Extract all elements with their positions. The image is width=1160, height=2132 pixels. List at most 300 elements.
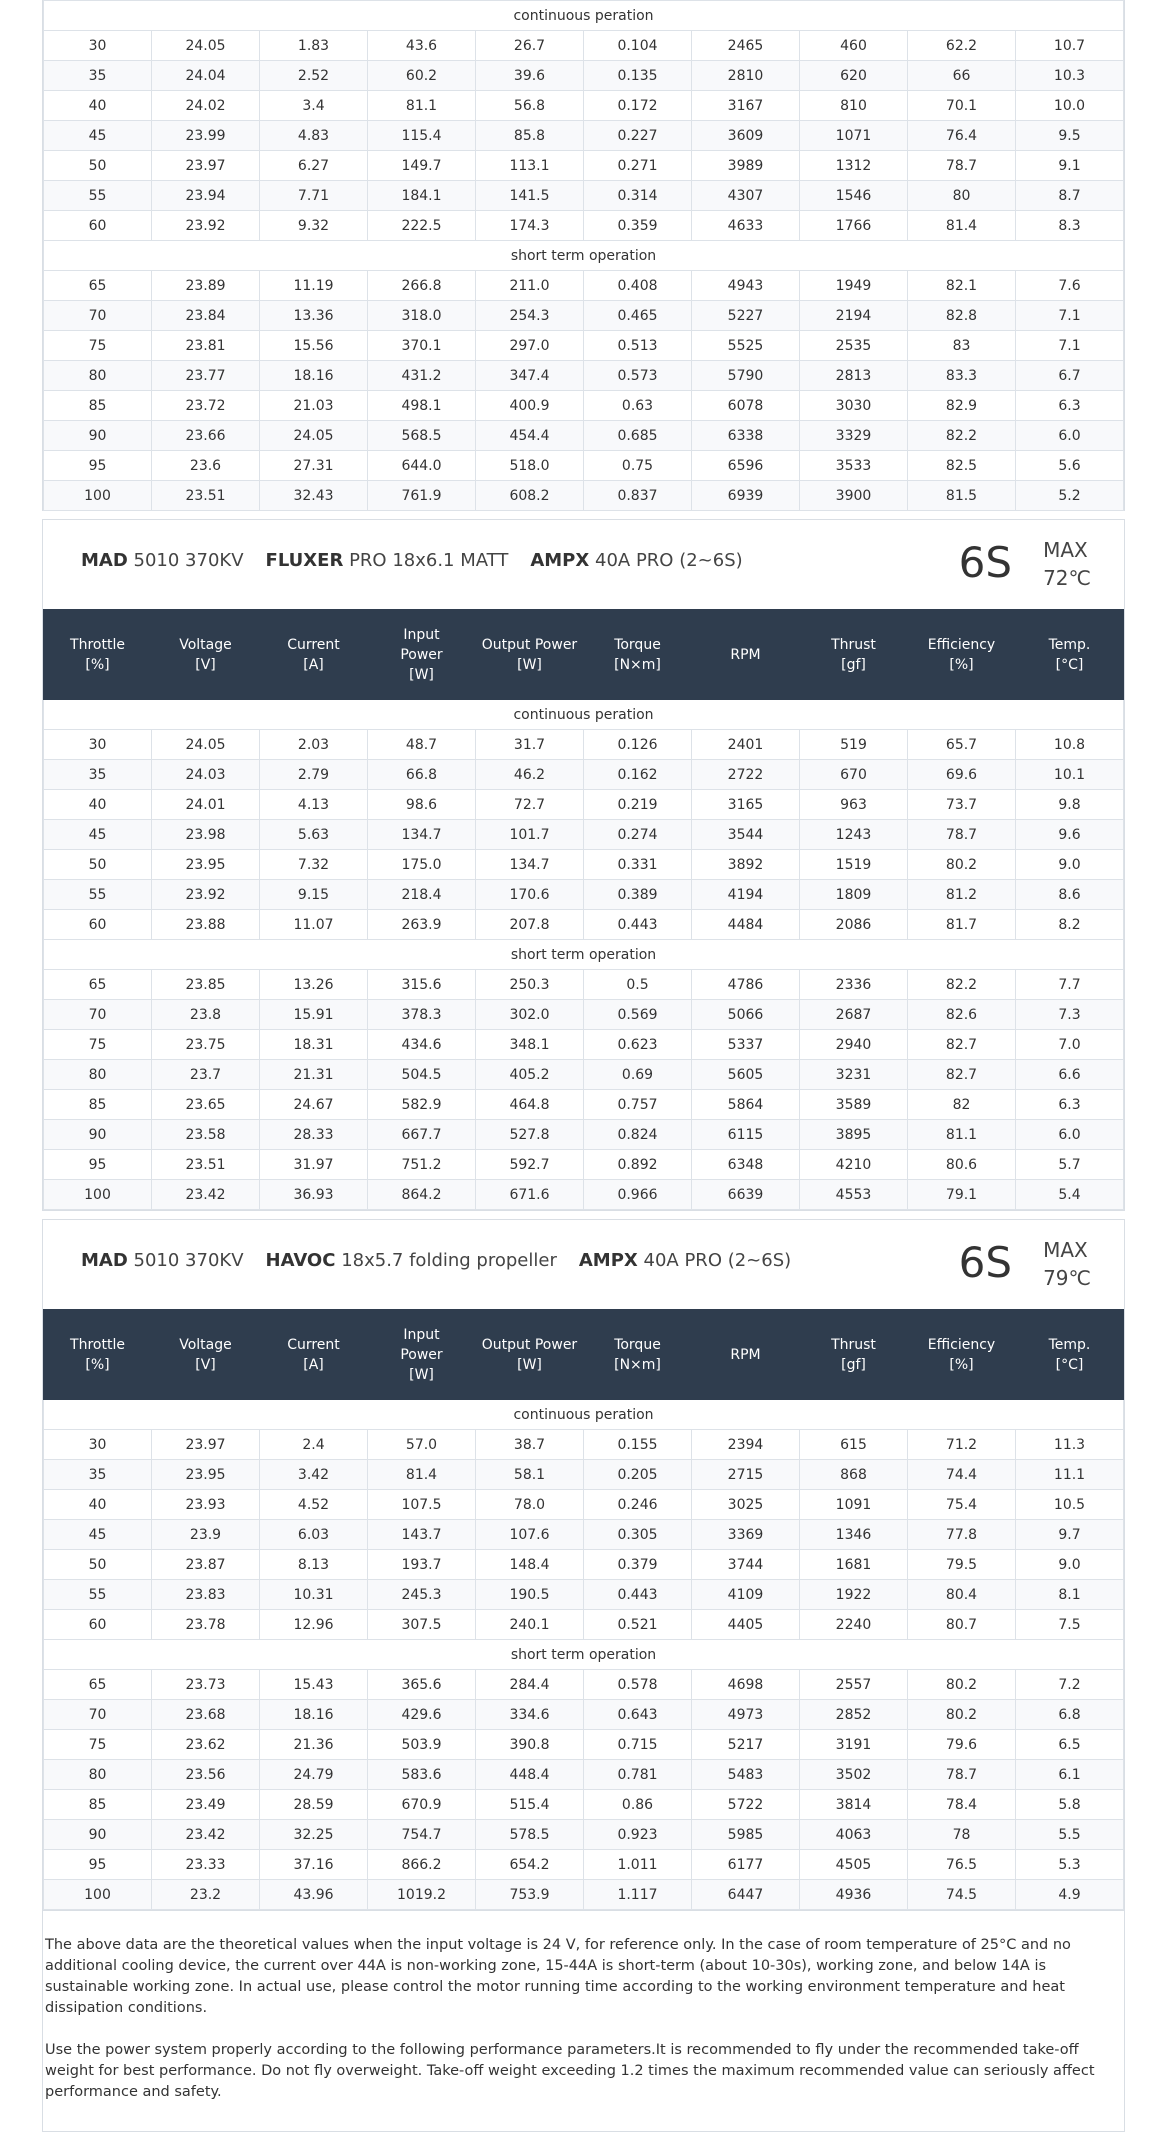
table-cell: 23.95 (152, 1460, 260, 1490)
table-cell: 35 (44, 760, 152, 790)
table-cell: 28.33 (260, 1120, 368, 1150)
table-cell: 115.4 (368, 121, 476, 151)
table-cell: 9.8 (1016, 790, 1124, 820)
table-cell: 5483 (692, 1760, 800, 1790)
section-row (44, 700, 1124, 730)
table-cell: 0.513 (584, 331, 692, 361)
table-cell: 0.643 (584, 1700, 692, 1730)
table-cell: 5227 (692, 301, 800, 331)
table-cell: 1949 (800, 271, 908, 301)
table-cell: 24.05 (260, 421, 368, 451)
table-cell: 80 (908, 181, 1016, 211)
table-cell: 40 (44, 790, 152, 820)
table-row (44, 1730, 1124, 1760)
table-cell: 504.5 (368, 1060, 476, 1090)
table-cell: 7.0 (1016, 1030, 1124, 1060)
table-cell: 23.77 (152, 361, 260, 391)
table-cell: 2086 (800, 910, 908, 940)
table-cell: 23.8 (152, 1000, 260, 1030)
table-cell: 9.15 (260, 880, 368, 910)
note-paragraph: Use the power system properly according to the following performance parameters.It is recommended to fly under the recommended take-off weight for best performance. Do not fly overweight. Take-off weight exceeding 1.2 times the maximum recommended value can seriously affect performance and safety. (45, 2042, 1095, 2100)
table-cell: 263.9 (368, 910, 476, 940)
table-row (44, 910, 1124, 940)
column-header: RPM (692, 610, 800, 700)
table-cell: 370.1 (368, 331, 476, 361)
table-cell: 95 (44, 1850, 152, 1880)
table-cell: 754.7 (368, 1820, 476, 1850)
table-cell: 27.31 (260, 451, 368, 481)
table-cell: 95 (44, 1150, 152, 1180)
table-cell: 5.8 (1016, 1790, 1124, 1820)
table-cell: 6348 (692, 1150, 800, 1180)
table-row (44, 211, 1124, 241)
table-cell: 28.59 (260, 1790, 368, 1820)
table-cell: 0.219 (584, 790, 692, 820)
motor-model: 5010 370KV (133, 1250, 244, 1271)
table-cell: 23.97 (152, 151, 260, 181)
table-cell: 2715 (692, 1460, 800, 1490)
cell-count: 6S (958, 538, 1012, 587)
table-cell: 46.2 (476, 760, 584, 790)
table-cell: 6.1 (1016, 1760, 1124, 1790)
table-cell: 82.7 (908, 1060, 1016, 1090)
table-cell: 810 (800, 91, 908, 121)
table-cell: 4063 (800, 1820, 908, 1850)
table-cell: 24.01 (152, 790, 260, 820)
table-cell: 519 (800, 730, 908, 760)
table-cell: 80.6 (908, 1150, 1016, 1180)
table-cell: 0.573 (584, 361, 692, 391)
table-cell: 73.7 (908, 790, 1016, 820)
table-cell: 4307 (692, 181, 800, 211)
table-cell: 58.1 (476, 1460, 584, 1490)
table-cell: 23.98 (152, 820, 260, 850)
section-row (44, 241, 1124, 271)
table-row (44, 1610, 1124, 1640)
table-cell: 3989 (692, 151, 800, 181)
table-cell: 0.389 (584, 880, 692, 910)
table-cell: 82.9 (908, 391, 1016, 421)
table-cell: 78.0 (476, 1490, 584, 1520)
table-cell: 5337 (692, 1030, 800, 1060)
data-table-3 (43, 1309, 1124, 1910)
table-row (44, 1180, 1124, 1210)
table-cell: 90 (44, 421, 152, 451)
table-cell: 4633 (692, 211, 800, 241)
table-cell: 2535 (800, 331, 908, 361)
table-cell: 113.1 (476, 151, 584, 181)
section-label: continuous peration (44, 1, 1124, 31)
table-cell: 5.6 (1016, 451, 1124, 481)
table-cell: 4210 (800, 1150, 908, 1180)
column-header: Efficiency [%] (908, 1310, 1016, 1400)
section-row (44, 1, 1124, 31)
table-cell: 23.95 (152, 850, 260, 880)
table-cell: 4109 (692, 1580, 800, 1610)
table-cell: 78.4 (908, 1790, 1016, 1820)
table-cell: 60.2 (368, 61, 476, 91)
table-cell: 8.7 (1016, 181, 1124, 211)
table-cell: 80.2 (908, 1670, 1016, 1700)
table-header-row (44, 610, 1124, 700)
table-cell: 3589 (800, 1090, 908, 1120)
table-row (44, 1120, 1124, 1150)
table-cell: 2687 (800, 1000, 908, 1030)
table-cell: 78.7 (908, 820, 1016, 850)
section-label: short term operation (44, 940, 1124, 970)
table-cell: 9.32 (260, 211, 368, 241)
table-cell: 76.5 (908, 1850, 1016, 1880)
table-cell: 2940 (800, 1030, 908, 1060)
table-cell: 69.6 (908, 760, 1016, 790)
table-cell: 7.6 (1016, 271, 1124, 301)
column-header: Torque [N×m] (584, 610, 692, 700)
table-cell: 250.3 (476, 970, 584, 1000)
table-row (44, 481, 1124, 511)
table-cell: 0.155 (584, 1430, 692, 1460)
table-cell: 66.8 (368, 760, 476, 790)
table-cell: 615 (800, 1430, 908, 1460)
table-cell: 18.16 (260, 361, 368, 391)
table-cell: 515.4 (476, 1790, 584, 1820)
table-cell: 9.6 (1016, 820, 1124, 850)
table-row (44, 1000, 1124, 1030)
table-cell: 866.2 (368, 1850, 476, 1880)
table-cell: 6.5 (1016, 1730, 1124, 1760)
table-row (44, 1820, 1124, 1850)
table-cell: 284.4 (476, 1670, 584, 1700)
table-cell: 1243 (800, 820, 908, 850)
table-cell: 80.2 (908, 850, 1016, 880)
table-row (44, 361, 1124, 391)
table-cell: 83.3 (908, 361, 1016, 391)
table-cell: 90 (44, 1820, 152, 1850)
table-cell: 3165 (692, 790, 800, 820)
table-cell: 55 (44, 880, 152, 910)
table-cell: 78.7 (908, 1760, 1016, 1790)
table-cell: 644.0 (368, 451, 476, 481)
table-cell: 81.5 (908, 481, 1016, 511)
column-header: Temp. [°C] (1016, 610, 1124, 700)
note-paragraph: The above data are the theoretical values when the input voltage is 24 V, for reference only. In the case of room temperature of 25°C and no additional cooling device, the current over 44A is non-working zone, 15-44A is short-term (about 10-30s), working zone, and below 14A is sustainable working zone. In actual use, please control the motor running time according to the working environment temperature and heat dissipation conditions. (45, 1937, 1071, 2016)
table-cell: 1922 (800, 1580, 908, 1610)
column-header: Current [A] (260, 1310, 368, 1400)
table-cell: 583.6 (368, 1760, 476, 1790)
table-cell: 23.93 (152, 1490, 260, 1520)
table-cell: 23.58 (152, 1120, 260, 1150)
table-row (44, 271, 1124, 301)
section-row (44, 1400, 1124, 1430)
max-label: MAX (1043, 1238, 1088, 1262)
table-cell: 5.63 (260, 820, 368, 850)
esc-brand: AMPX (578, 1250, 638, 1271)
table-cell: 23.56 (152, 1760, 260, 1790)
table-cell: 4505 (800, 1850, 908, 1880)
max-temp-value: 79℃ (1043, 1266, 1091, 1290)
spec-line (81, 550, 743, 571)
table-cell: 6.0 (1016, 421, 1124, 451)
table-cell: 82 (908, 1090, 1016, 1120)
table-cell: 48.7 (368, 730, 476, 760)
performance-table-3 (42, 1219, 1125, 1911)
table-cell: 4553 (800, 1180, 908, 1210)
table-cell: 10.5 (1016, 1490, 1124, 1520)
table-cell: 0.63 (584, 391, 692, 421)
table-cell: 0.5 (584, 970, 692, 1000)
table-cell: 23.62 (152, 1730, 260, 1760)
table-cell: 8.2 (1016, 910, 1124, 940)
table-cell: 4943 (692, 271, 800, 301)
table-cell: 3.42 (260, 1460, 368, 1490)
table-cell: 35 (44, 61, 152, 91)
table-cell: 8.13 (260, 1550, 368, 1580)
table-cell: 95 (44, 451, 152, 481)
table-cell: 3900 (800, 481, 908, 511)
table-cell: 82.8 (908, 301, 1016, 331)
table-cell: 23.73 (152, 1670, 260, 1700)
table-cell: 75 (44, 331, 152, 361)
table-cell: 56.8 (476, 91, 584, 121)
table-cell: 3329 (800, 421, 908, 451)
table-row (44, 790, 1124, 820)
section-row (44, 940, 1124, 970)
table-cell: 405.2 (476, 1060, 584, 1090)
table-cell: 0.757 (584, 1090, 692, 1120)
table-cell: 11.19 (260, 271, 368, 301)
table-cell: 184.1 (368, 181, 476, 211)
table-cell: 72.7 (476, 790, 584, 820)
table-cell: 3814 (800, 1790, 908, 1820)
prop-model: PRO 18x6.1 MATT (349, 550, 509, 571)
table-cell: 0.305 (584, 1520, 692, 1550)
table-cell: 24.79 (260, 1760, 368, 1790)
table-cell: 0.443 (584, 1580, 692, 1610)
table-cell: 3502 (800, 1760, 908, 1790)
table-cell: 1546 (800, 181, 908, 211)
table-cell: 431.2 (368, 361, 476, 391)
table-cell: 753.9 (476, 1880, 584, 1910)
table-cell: 82.1 (908, 271, 1016, 301)
table-cell: 5.3 (1016, 1850, 1124, 1880)
table-cell: 9.0 (1016, 1550, 1124, 1580)
table-cell: 0.521 (584, 1610, 692, 1640)
table-cell: 5.4 (1016, 1180, 1124, 1210)
table-cell: 0.966 (584, 1180, 692, 1210)
table-cell: 82.5 (908, 451, 1016, 481)
table-cell: 3533 (800, 451, 908, 481)
table-cell: 7.1 (1016, 331, 1124, 361)
table-cell: 1091 (800, 1490, 908, 1520)
table-cell: 30 (44, 730, 152, 760)
table-cell: 7.2 (1016, 1670, 1124, 1700)
table-cell: 211.0 (476, 271, 584, 301)
table-cell: 23.51 (152, 1150, 260, 1180)
table-cell: 23.84 (152, 301, 260, 331)
table-cell: 6078 (692, 391, 800, 421)
table-cell: 85 (44, 1090, 152, 1120)
table-cell: 45 (44, 121, 152, 151)
table-cell: 761.9 (368, 481, 476, 511)
table-cell: 81.7 (908, 910, 1016, 940)
table-cell: 107.6 (476, 1520, 584, 1550)
table-cell: 13.36 (260, 301, 368, 331)
table-cell: 65.7 (908, 730, 1016, 760)
page-content (42, 0, 1125, 2132)
table-cell: 60 (44, 910, 152, 940)
table-cell: 2.4 (260, 1430, 368, 1460)
table-cell: 2.52 (260, 61, 368, 91)
table-cell: 100 (44, 1880, 152, 1910)
table-cell: 100 (44, 1180, 152, 1210)
table-cell: 620 (800, 61, 908, 91)
table-cell: 254.3 (476, 301, 584, 331)
table-cell: 5066 (692, 1000, 800, 1030)
table-row (44, 1550, 1124, 1580)
column-header: Thrust [gf] (800, 610, 908, 700)
column-header: Input Power [W] (368, 1310, 476, 1400)
table-cell: 21.36 (260, 1730, 368, 1760)
table-cell: 23.72 (152, 391, 260, 421)
table-cell: 23.99 (152, 121, 260, 151)
table-cell: 348.1 (476, 1030, 584, 1060)
table-cell: 5.7 (1016, 1150, 1124, 1180)
table-cell: 2336 (800, 970, 908, 1000)
column-header: RPM (692, 1310, 800, 1400)
table-cell: 60 (44, 1610, 152, 1640)
table-cell: 23.65 (152, 1090, 260, 1120)
table-cell: 71.2 (908, 1430, 1016, 1460)
table-cell: 6.27 (260, 151, 368, 181)
esc-model: 40A PRO (2~6S) (595, 550, 743, 571)
table-cell: 11.3 (1016, 1430, 1124, 1460)
table-cell: 101.7 (476, 820, 584, 850)
table-cell: 24.05 (152, 31, 260, 61)
table-cell: 31.97 (260, 1150, 368, 1180)
table-cell: 30 (44, 31, 152, 61)
table-row (44, 1580, 1124, 1610)
table-cell: 3191 (800, 1730, 908, 1760)
table-cell: 82.2 (908, 421, 1016, 451)
column-header: Efficiency [%] (908, 610, 1016, 700)
table-cell: 78 (908, 1820, 1016, 1850)
table-cell: 2240 (800, 1610, 908, 1640)
table-cell: 334.6 (476, 1700, 584, 1730)
table-cell: 9.7 (1016, 1520, 1124, 1550)
table-cell: 400.9 (476, 391, 584, 421)
table-cell: 81.1 (908, 1120, 1016, 1150)
table-cell: 15.91 (260, 1000, 368, 1030)
table-cell: 78.7 (908, 151, 1016, 181)
table-cell: 24.04 (152, 61, 260, 91)
column-header: Voltage [V] (152, 610, 260, 700)
cell-count: 6S (958, 1238, 1012, 1287)
table-cell: 0.331 (584, 850, 692, 880)
table-cell: 1019.2 (368, 1880, 476, 1910)
table-cell: 3544 (692, 820, 800, 850)
table-cell: 50 (44, 151, 152, 181)
table-row (44, 880, 1124, 910)
table-cell: 24.02 (152, 91, 260, 121)
table-cell: 568.5 (368, 421, 476, 451)
table-cell: 0.227 (584, 121, 692, 151)
table-row (44, 391, 1124, 421)
motor-brand: MAD (81, 1250, 128, 1271)
section-row (44, 1640, 1124, 1670)
table-cell: 315.6 (368, 970, 476, 1000)
table-cell: 65 (44, 271, 152, 301)
table-cell: 0.69 (584, 1060, 692, 1090)
table-cell: 10.3 (1016, 61, 1124, 91)
table-cell: 3.4 (260, 91, 368, 121)
spec-line (81, 1250, 791, 1271)
table-cell: 670.9 (368, 1790, 476, 1820)
table-cell: 65 (44, 970, 152, 1000)
max-label: MAX (1043, 538, 1088, 562)
table-row (44, 820, 1124, 850)
column-header: Torque [N×m] (584, 1310, 692, 1400)
table-cell: 81.4 (368, 1460, 476, 1490)
table-cell: 7.1 (1016, 301, 1124, 331)
table-cell: 4973 (692, 1700, 800, 1730)
esc-brand: AMPX (530, 550, 590, 571)
table-cell: 79.1 (908, 1180, 1016, 1210)
table-cell: 3167 (692, 91, 800, 121)
table-cell: 1.117 (584, 1880, 692, 1910)
table-cell: 77.8 (908, 1520, 1016, 1550)
table-cell: 23.87 (152, 1550, 260, 1580)
spec-header-3 (43, 1220, 1124, 1309)
table-cell: 75 (44, 1030, 152, 1060)
table-cell: 193.7 (368, 1550, 476, 1580)
table-cell: 0.837 (584, 481, 692, 511)
section-label: short term operation (44, 241, 1124, 271)
table-cell: 30 (44, 1430, 152, 1460)
table-cell: 70 (44, 1700, 152, 1730)
table-cell: 10.0 (1016, 91, 1124, 121)
max-temp-value: 72℃ (1043, 566, 1091, 590)
table-cell: 80.4 (908, 1580, 1016, 1610)
table-cell: 671.6 (476, 1180, 584, 1210)
table-cell: 100 (44, 481, 152, 511)
table-row (44, 181, 1124, 211)
table-cell: 32.25 (260, 1820, 368, 1850)
table-cell: 0.379 (584, 1550, 692, 1580)
table-cell: 318.0 (368, 301, 476, 331)
table-cell: 75 (44, 1730, 152, 1760)
table-cell: 3892 (692, 850, 800, 880)
table-cell: 141.5 (476, 181, 584, 211)
table-row (44, 1700, 1124, 1730)
motor-model: 5010 370KV (133, 550, 244, 571)
table-row (44, 1880, 1124, 1910)
table-cell: 667.7 (368, 1120, 476, 1150)
table-cell: 460 (800, 31, 908, 61)
column-header: Throttle [%] (44, 610, 152, 700)
prop-brand: HAVOC (265, 1250, 336, 1271)
table-cell: 10.1 (1016, 760, 1124, 790)
table-cell: 390.8 (476, 1730, 584, 1760)
table-cell: 0.172 (584, 91, 692, 121)
table-row (44, 850, 1124, 880)
table-cell: 5605 (692, 1060, 800, 1090)
table-cell: 190.5 (476, 1580, 584, 1610)
table-cell: 2.79 (260, 760, 368, 790)
table-cell: 50 (44, 850, 152, 880)
table-cell: 0.892 (584, 1150, 692, 1180)
table-cell: 65 (44, 1670, 152, 1700)
table-cell: 23.7 (152, 1060, 260, 1090)
table-cell: 81.4 (908, 211, 1016, 241)
